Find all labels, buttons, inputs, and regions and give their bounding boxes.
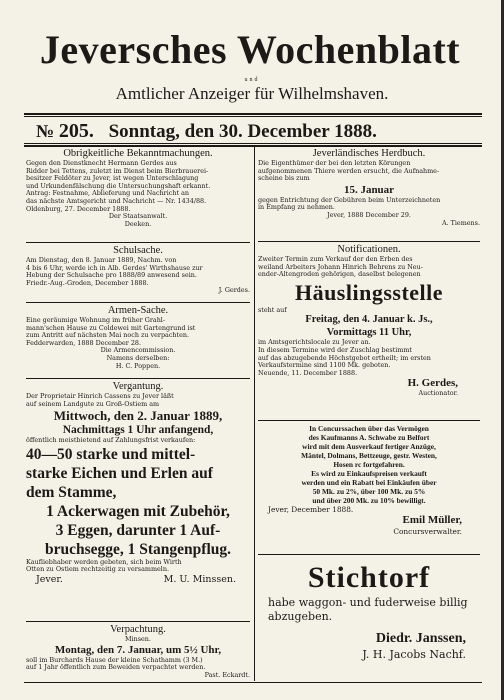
auction-item: bruchsegge, 1 Stangenpflug. [44,540,232,558]
notice-footer [26,574,250,586]
notice-notificationen [258,244,480,398]
ad-line: habe waggon- und fuderweise billig [268,596,468,609]
masthead-title: Jeversches Wochenblatt [39,27,461,72]
notice-line: besitzer Feldöter zu Jever, ist wegen Unterschlagung [26,174,199,183]
notice-line: Ridder bei Tettens, zuletzt im Dienst beim Bierbrauerei- [26,166,209,175]
notice-line: Zweiter Termin zum Verkauf der den Erben des [258,255,413,263]
masthead-subtitle: Amtlicher Anzeiger für Wilhelmshaven. [115,84,389,103]
ad-line: abzugeben. [268,610,333,623]
notice-heading: Vergantung. [112,381,164,392]
notice-schulsache [26,245,250,295]
issue-date: Sonntag, den 30. December 1888. [108,121,377,142]
auction-item: 1 Ackerwagen mit Zubehör, [46,502,230,520]
notice-line: auf das abzugebende Höchstgebot ertheilt; im ersten [258,353,431,362]
section-rule [258,420,480,421]
notice-heading: Jeverländisches Herdbuch. [312,148,426,159]
notice-line: auf 1 Jahr öffentlich zum Beweiden verpachtet werden. [26,663,206,672]
notice-line: Friedr.-Aug.-Groden, December 1888. [26,278,149,287]
notice-signature: Deeken. [124,219,152,228]
deadline-date: 15. Januar [343,183,395,196]
notice-line: Gegen den Dienstknecht Hermann Gerdes aus [26,159,177,167]
notice-line: weiland Arbeiters Johann Hinrich Behrens zu Neu- [258,262,423,271]
section-rule [258,241,480,242]
masthead-rule-bottom-thick [24,145,482,147]
notice-line: soll im Burchards Hause der kleine Schathamm (3 M.) [26,655,203,664]
notice-line: Hebung der Schulsache pro 1888/89 anwesend sein. [26,271,197,280]
masthead-rule-bottom [24,143,482,144]
notice-line: mann'schen Hause zu Coldewei mit Gartengrund ist [26,323,196,332]
ad-signature: Diedr. Janssen, [375,631,466,646]
auction-date: Mittwoch, den 2. Januar 1889, [53,408,223,424]
notice-signature: H. Gerdes, [407,377,458,390]
notice-signature: Past. Eckardt. [204,670,250,679]
notice-heading: Notificationen. [337,244,401,255]
notice-signature: A. Tiemens. [441,218,480,227]
sale-time: Vormittags 11 Uhr, [326,326,412,338]
auction-item: 3 Eggen, darunter 1 Auf- [55,521,221,539]
masthead-rule-top [24,113,482,115]
issue-number: 205. [58,120,94,142]
page-bottom-rule [24,682,482,683]
notice-line: Kaufliebhaber werden gebeten, sich beim Wirth [26,557,182,566]
notice-line: das nächste Amtsgericht und Nachricht — Nr. 1434/88. [26,196,207,205]
notice-line: steht auf [258,305,287,314]
section-rule [26,302,250,303]
notice-signature: J. Gerdes. [218,286,250,295]
notice-concurs [258,424,480,536]
notice-obrigkeitlich [26,148,250,228]
notice-heading: Verpachtung. [110,624,166,635]
notice-armensache [26,305,250,370]
sale-date: Freitag, den 4. Januar k. Js., [305,314,433,326]
notice-line: Mäntel, Dolmans, Bettzeuge, gestr. Westen, [301,451,437,460]
notice-line: Oldenburg, 27. December 1888. [26,204,131,213]
column-divider [254,146,255,681]
notice-vergantung [26,381,250,586]
notice-line: Otten zu Ostiem rechtzeitig zu versammeln. [26,565,169,574]
notice-line: des Kaufmanns A. Schwabe zu Belfort [308,433,430,442]
notice-signature: Emil Müller, [402,514,462,526]
notice-office: Die Armencommission. [100,346,176,355]
notice-line: wird mit dem Ausverkauf fertiger Anzüge, [302,442,436,451]
notice-line: Verkaufstermine sind 1100 Mk. geboten. [258,361,391,370]
notice-heading: Schulsache. [113,245,163,256]
notice-verpachtung [26,624,250,679]
notice-line: Es wird zu Einkaufspreisen verkauft [311,469,427,478]
notice-line: Die Eigenthümer der bei den letzten Körungen [258,159,411,167]
notice-heading: Obrigkeitliche Bekanntmachungen. [63,148,213,159]
notice-office-sub: Namens derselben: [106,353,170,362]
notice-line: werden und ein Rabatt bei Einkäufen über [301,478,437,487]
section-rule [26,621,250,622]
section-rule [258,554,480,555]
notice-line: Hosen rc fortgefahren. [333,460,405,469]
notice-line: ender-Altengroden gehörigen, daselbst belegenen [258,270,421,279]
notice-role: Concursverwalter. [393,527,462,536]
notice-line: in Empfang zu nehmen. [258,203,335,212]
ad-stichtorf [258,560,480,662]
notice-date: Jever, 1888 December 29. [327,210,411,219]
notice-place: Minsen. [125,635,151,643]
notice-heading: Armen-Sache. [107,305,169,316]
issue-line [36,120,476,143]
notice-line: auf seinem Landgute zu Groß-Ostiem am [26,399,160,408]
notice-signature: H. C. Poppen. [115,361,161,370]
notice-line: 4 bis 6 Uhr, werde ich in Alb. Gerdes' Wirthshause zur [26,263,203,272]
notice-line: zum Antritt auf nächsten Mai noch zu verpachten. [26,331,190,340]
auction-item: starke Eichen und Erlen auf [26,464,213,482]
notice-line: und über 200 Mk. zu 10% bewilligt. [312,496,426,505]
notice-line: 50 Mk. zu 2%, über 100 Mk. zu 5% [312,487,426,496]
auction-time: Nachmittags 1 Uhr anfangend, [62,424,214,437]
notice-office: Der Staatsanwalt. [108,212,168,221]
lease-date: Montag, den 7. Januar, um 5½ Uhr, [54,643,222,656]
notice-date: Jever, December 1888. [268,505,354,514]
notice-line: Antrag: Festnahme, Ablieferung und Nachricht an [26,189,190,198]
notice-role: Auctionator. [418,389,458,398]
notice-place: Jever. [36,573,63,585]
notice-line: Der Proprietair Hinrich Cassens zu Jever läßt [26,392,174,400]
number-sign: № [36,121,55,141]
property-title: Häuslingsstelle [294,279,444,305]
ad-role: J. H. Jacobs Nachf. [362,648,466,661]
masthead-und: und [244,77,260,83]
notice-line: gegen Entrichtung der Gebühren beim Unterzeichneten [258,195,441,204]
notice-line: In diesem Termine wird der Zuschlag bestimmt [258,345,412,354]
notice-signature: M. U. Minssen. [163,573,236,585]
masthead-rule-top-thin [24,116,482,117]
notice-line: In Concurssachen über das Vermögen [309,424,429,433]
notice-line: scheine bis zum [258,174,310,183]
notice-herdbuch [258,148,480,227]
notice-line: aufgenommenen Thiere werden ersucht, die Aufnahme- [258,166,440,175]
auction-item: 40—50 starke und mittel- [26,445,196,463]
section-rule [26,242,250,243]
notice-date: Neuende, 11. December 1888. [258,368,358,377]
notice-line: öffentlich meistbietend auf Zahlungsfrist verkaufen: [26,436,196,445]
notice-line: und Urkundenfälschung die Untersuchungshaft erkannt. [26,181,211,190]
ad-title: Stichtorf [307,561,431,594]
notice-line: Am Dienstag, den 8. Januar 1889, Nachm. von [26,256,177,264]
section-rule [26,378,250,379]
auction-item: dem Stamme, [26,483,117,501]
notice-line: Eine geräumige Wohnung im früher Grahl- [26,316,166,324]
notice-line: im Amtsgerichtslocale zu Jever an. [258,338,371,347]
notice-line: Fedderwarden, 1888 December 28. [26,338,142,347]
